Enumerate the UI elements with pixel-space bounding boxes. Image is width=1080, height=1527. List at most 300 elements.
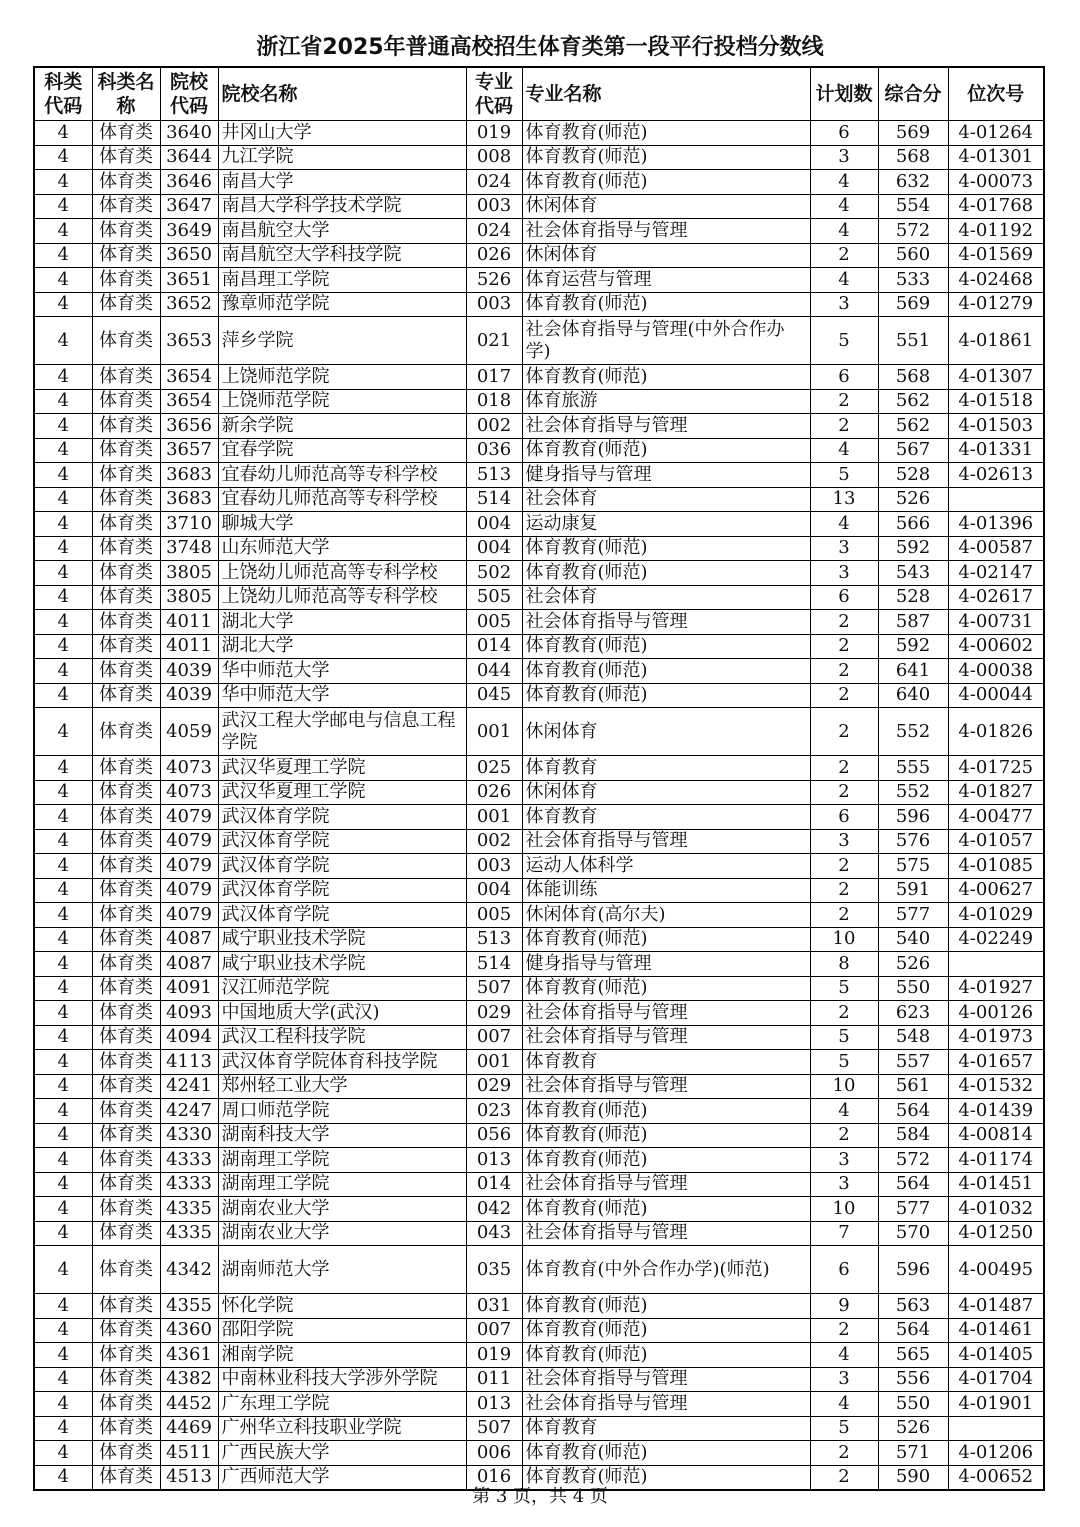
cell-major-code: 004 xyxy=(466,878,522,903)
cell-major-code: 001 xyxy=(466,708,522,756)
cell-rank: 4-01532 xyxy=(948,1074,1044,1099)
cell-rank: 4-01307 xyxy=(948,365,1044,390)
cell-school-name: 新余学院 xyxy=(218,414,466,439)
cell-school-name: 广西师范大学 xyxy=(218,1465,466,1490)
cell-category-name: 体育类 xyxy=(92,585,160,610)
cell-plan-count: 4 xyxy=(810,170,878,195)
cell-major-name: 体育教育(中外合作办学)(师范) xyxy=(522,1246,810,1294)
table-row xyxy=(34,219,1044,244)
cell-category-name: 体育类 xyxy=(92,829,160,854)
cell-plan-count: 5 xyxy=(810,1050,878,1075)
cell-major-code: 011 xyxy=(466,1367,522,1392)
cell-plan-count: 4 xyxy=(810,194,878,219)
cell-score: 572 xyxy=(878,1148,948,1173)
header-school-name: 院校名称 xyxy=(218,67,466,121)
cell-major-name: 休闲体育 xyxy=(522,708,810,756)
cell-plan-count: 2 xyxy=(810,1318,878,1343)
cell-school-name: 湖北大学 xyxy=(218,634,466,659)
table-row xyxy=(34,1148,1044,1173)
cell-category-code: 4 xyxy=(34,1001,92,1026)
cell-major-code: 003 xyxy=(466,194,522,219)
cell-major-name: 体育教育(师范) xyxy=(522,145,810,170)
table-row xyxy=(34,610,1044,635)
cell-category-code: 4 xyxy=(34,365,92,390)
cell-major-code: 002 xyxy=(466,414,522,439)
cell-school-code: 4079 xyxy=(160,829,218,854)
cell-major-code: 526 xyxy=(466,268,522,293)
cell-category-name: 体育类 xyxy=(92,903,160,928)
cell-category-name: 体育类 xyxy=(92,1318,160,1343)
cell-school-name: 武汉体育学院 xyxy=(218,854,466,879)
cell-category-code: 4 xyxy=(34,659,92,684)
cell-rank: 4-00044 xyxy=(948,683,1044,708)
cell-plan-count: 5 xyxy=(810,976,878,1001)
cell-category-code: 4 xyxy=(34,438,92,463)
cell-school-name: 广西民族大学 xyxy=(218,1441,466,1466)
cell-category-code: 4 xyxy=(34,243,92,268)
table-row xyxy=(34,1025,1044,1050)
cell-school-code: 4091 xyxy=(160,976,218,1001)
cell-school-name: 宜春幼儿师范高等专科学校 xyxy=(218,487,466,512)
cell-major-code: 513 xyxy=(466,927,522,952)
cell-major-name: 体育教育(师范) xyxy=(522,1318,810,1343)
table-row xyxy=(34,317,1044,365)
cell-category-name: 体育类 xyxy=(92,414,160,439)
cell-category-code: 4 xyxy=(34,317,92,365)
header-category-name: 科类名称 xyxy=(92,67,160,121)
cell-category-code: 4 xyxy=(34,1050,92,1075)
cell-score: 550 xyxy=(878,976,948,1001)
table-row xyxy=(34,170,1044,195)
cell-school-name: 湖北大学 xyxy=(218,610,466,635)
cell-school-code: 4452 xyxy=(160,1392,218,1417)
cell-major-name: 休闲体育 xyxy=(522,780,810,805)
cell-rank: 4-01032 xyxy=(948,1197,1044,1222)
cell-school-code: 4079 xyxy=(160,903,218,928)
cell-category-code: 4 xyxy=(34,1367,92,1392)
cell-school-code: 3656 xyxy=(160,414,218,439)
cell-score: 528 xyxy=(878,463,948,488)
cell-category-code: 4 xyxy=(34,903,92,928)
cell-rank: 4-01439 xyxy=(948,1099,1044,1124)
cell-school-name: 广东理工学院 xyxy=(218,1392,466,1417)
cell-major-code: 019 xyxy=(466,1343,522,1368)
cell-category-code: 4 xyxy=(34,487,92,512)
cell-category-code: 4 xyxy=(34,952,92,977)
cell-school-name: 聊城大学 xyxy=(218,512,466,537)
cell-score: 584 xyxy=(878,1123,948,1148)
cell-major-code: 514 xyxy=(466,487,522,512)
cell-category-name: 体育类 xyxy=(92,1392,160,1417)
cell-school-code: 4241 xyxy=(160,1074,218,1099)
cell-score: 565 xyxy=(878,1343,948,1368)
cell-major-code: 502 xyxy=(466,561,522,586)
cell-score: 577 xyxy=(878,903,948,928)
cell-school-code: 3653 xyxy=(160,317,218,365)
cell-school-code: 3657 xyxy=(160,438,218,463)
cell-major-code: 003 xyxy=(466,854,522,879)
cell-score: 526 xyxy=(878,487,948,512)
cell-category-name: 体育类 xyxy=(92,1074,160,1099)
cell-score: 576 xyxy=(878,829,948,854)
table-row xyxy=(34,878,1044,903)
table-row xyxy=(34,927,1044,952)
cell-school-name: 湖南师范大学 xyxy=(218,1246,466,1294)
cell-plan-count: 6 xyxy=(810,121,878,146)
cell-major-name: 体育教育(师范) xyxy=(522,1148,810,1173)
cell-category-code: 4 xyxy=(34,1025,92,1050)
cell-category-code: 4 xyxy=(34,389,92,414)
cell-plan-count: 7 xyxy=(810,1221,878,1246)
cell-category-code: 4 xyxy=(34,1197,92,1222)
cell-category-name: 体育类 xyxy=(92,634,160,659)
cell-school-code: 4342 xyxy=(160,1246,218,1294)
cell-category-code: 4 xyxy=(34,512,92,537)
table-row xyxy=(34,561,1044,586)
cell-school-code: 4093 xyxy=(160,1001,218,1026)
table-row xyxy=(34,1367,1044,1392)
cell-major-code: 018 xyxy=(466,389,522,414)
table-row xyxy=(34,1050,1044,1075)
cell-major-code: 514 xyxy=(466,952,522,977)
cell-category-name: 体育类 xyxy=(92,317,160,365)
cell-plan-count: 2 xyxy=(810,903,878,928)
cell-score: 632 xyxy=(878,170,948,195)
cell-rank: 4-01826 xyxy=(948,708,1044,756)
cell-school-code: 4469 xyxy=(160,1416,218,1441)
cell-rank xyxy=(948,1416,1044,1441)
cell-school-name: 邵阳学院 xyxy=(218,1318,466,1343)
table-row xyxy=(34,683,1044,708)
cell-plan-count: 2 xyxy=(810,1441,878,1466)
cell-category-code: 4 xyxy=(34,1392,92,1417)
cell-score: 552 xyxy=(878,708,948,756)
cell-score: 623 xyxy=(878,1001,948,1026)
cell-plan-count: 3 xyxy=(810,145,878,170)
cell-school-name: 武汉体育学院体育科技学院 xyxy=(218,1050,466,1075)
cell-plan-count: 4 xyxy=(810,1343,878,1368)
table-row xyxy=(34,365,1044,390)
cell-school-code: 4073 xyxy=(160,756,218,781)
cell-score: 526 xyxy=(878,952,948,977)
table-row xyxy=(34,1074,1044,1099)
cell-plan-count: 2 xyxy=(810,756,878,781)
cell-school-code: 4087 xyxy=(160,927,218,952)
cell-major-code: 008 xyxy=(466,145,522,170)
cell-category-code: 4 xyxy=(34,1172,92,1197)
cell-category-code: 4 xyxy=(34,585,92,610)
cell-school-code: 4333 xyxy=(160,1172,218,1197)
cell-category-name: 体育类 xyxy=(92,561,160,586)
cell-school-name: 武汉体育学院 xyxy=(218,805,466,830)
cell-school-code: 3683 xyxy=(160,487,218,512)
cell-major-code: 056 xyxy=(466,1123,522,1148)
cell-category-code: 4 xyxy=(34,756,92,781)
cell-category-name: 体育类 xyxy=(92,1123,160,1148)
cell-category-name: 体育类 xyxy=(92,1099,160,1124)
cell-category-code: 4 xyxy=(34,219,92,244)
table-row xyxy=(34,463,1044,488)
table-row xyxy=(34,1318,1044,1343)
table-row xyxy=(34,780,1044,805)
cell-plan-count: 9 xyxy=(810,1294,878,1319)
cell-category-name: 体育类 xyxy=(92,1172,160,1197)
cell-major-name: 体育教育(师范) xyxy=(522,634,810,659)
cell-plan-count: 4 xyxy=(810,1392,878,1417)
cell-category-name: 体育类 xyxy=(92,683,160,708)
cell-category-code: 4 xyxy=(34,1465,92,1490)
cell-category-code: 4 xyxy=(34,1246,92,1294)
cell-category-name: 体育类 xyxy=(92,659,160,684)
cell-category-name: 体育类 xyxy=(92,389,160,414)
cell-category-name: 体育类 xyxy=(92,1343,160,1368)
cell-major-code: 001 xyxy=(466,805,522,830)
cell-major-name: 体育教育(师范) xyxy=(522,1465,810,1490)
cell-major-code: 505 xyxy=(466,585,522,610)
cell-score: 552 xyxy=(878,780,948,805)
cell-school-code: 3710 xyxy=(160,512,218,537)
cell-school-name: 华中师范大学 xyxy=(218,683,466,708)
cell-major-name: 体育运营与管理 xyxy=(522,268,810,293)
cell-category-code: 4 xyxy=(34,1318,92,1343)
cell-category-code: 4 xyxy=(34,536,92,561)
cell-major-name: 社会体育指导与管理 xyxy=(522,414,810,439)
table-row xyxy=(34,585,1044,610)
cell-rank: 4-01657 xyxy=(948,1050,1044,1075)
cell-category-name: 体育类 xyxy=(92,708,160,756)
cell-plan-count: 2 xyxy=(810,243,878,268)
cell-score: 548 xyxy=(878,1025,948,1050)
cell-rank: 4-01206 xyxy=(948,1441,1044,1466)
table-row xyxy=(34,1123,1044,1148)
cell-score: 533 xyxy=(878,268,948,293)
cell-category-name: 体育类 xyxy=(92,487,160,512)
cell-category-name: 体育类 xyxy=(92,243,160,268)
cell-school-name: 上饶幼儿师范高等专科学校 xyxy=(218,561,466,586)
cell-major-name: 社会体育指导与管理 xyxy=(522,1074,810,1099)
cell-score: 577 xyxy=(878,1197,948,1222)
table-header-row xyxy=(34,67,1044,121)
cell-major-name: 体育教育(师范) xyxy=(522,1294,810,1319)
cell-plan-count: 3 xyxy=(810,829,878,854)
cell-rank: 4-01396 xyxy=(948,512,1044,537)
cell-school-code: 4247 xyxy=(160,1099,218,1124)
cell-major-name: 休闲体育 xyxy=(522,243,810,268)
cell-major-code: 035 xyxy=(466,1246,522,1294)
cell-major-code: 019 xyxy=(466,121,522,146)
cell-plan-count: 3 xyxy=(810,1172,878,1197)
cell-rank: 4-02249 xyxy=(948,927,1044,952)
table-row xyxy=(34,1343,1044,1368)
cell-category-code: 4 xyxy=(34,268,92,293)
cell-major-name: 运动人体科学 xyxy=(522,854,810,879)
cell-category-code: 4 xyxy=(34,170,92,195)
cell-rank: 4-01487 xyxy=(948,1294,1044,1319)
cell-school-code: 3805 xyxy=(160,561,218,586)
cell-school-code: 3652 xyxy=(160,292,218,317)
cell-category-code: 4 xyxy=(34,878,92,903)
cell-plan-count: 2 xyxy=(810,659,878,684)
cell-major-name: 社会体育指导与管理 xyxy=(522,1367,810,1392)
cell-major-name: 社会体育指导与管理(中外合作办学) xyxy=(522,317,810,365)
table-row xyxy=(34,414,1044,439)
cell-rank: 4-00477 xyxy=(948,805,1044,830)
cell-plan-count: 4 xyxy=(810,512,878,537)
cell-major-code: 001 xyxy=(466,1050,522,1075)
cell-major-name: 社会体育指导与管理 xyxy=(522,1392,810,1417)
cell-rank: 4-01192 xyxy=(948,219,1044,244)
cell-category-code: 4 xyxy=(34,854,92,879)
table-row xyxy=(34,634,1044,659)
cell-school-code: 4360 xyxy=(160,1318,218,1343)
cell-major-code: 021 xyxy=(466,317,522,365)
cell-major-name: 体育教育(师范) xyxy=(522,1197,810,1222)
cell-school-code: 4333 xyxy=(160,1148,218,1173)
table-row xyxy=(34,268,1044,293)
table-row xyxy=(34,903,1044,928)
cell-major-name: 体育教育(师范) xyxy=(522,536,810,561)
cell-score: 562 xyxy=(878,389,948,414)
table-row xyxy=(34,1001,1044,1026)
cell-plan-count: 5 xyxy=(810,1416,878,1441)
cell-score: 526 xyxy=(878,1416,948,1441)
cell-major-code: 013 xyxy=(466,1148,522,1173)
cell-rank: 4-02617 xyxy=(948,585,1044,610)
table-row xyxy=(34,1294,1044,1319)
cell-category-code: 4 xyxy=(34,829,92,854)
cell-major-name: 体育教育(师范) xyxy=(522,121,810,146)
cell-rank xyxy=(948,487,1044,512)
cell-rank: 4-01503 xyxy=(948,414,1044,439)
cell-school-code: 4094 xyxy=(160,1025,218,1050)
cell-rank: 4-00126 xyxy=(948,1001,1044,1026)
header-plan-count: 计划数 xyxy=(810,67,878,121)
cell-category-name: 体育类 xyxy=(92,756,160,781)
cell-school-code: 3640 xyxy=(160,121,218,146)
cell-school-name: 怀化学院 xyxy=(218,1294,466,1319)
cell-score: 528 xyxy=(878,585,948,610)
cell-plan-count: 2 xyxy=(810,610,878,635)
cell-school-name: 中南林业科技大学涉外学院 xyxy=(218,1367,466,1392)
cell-category-code: 4 xyxy=(34,780,92,805)
cell-major-code: 042 xyxy=(466,1197,522,1222)
cell-rank: 4-01250 xyxy=(948,1221,1044,1246)
cell-plan-count: 4 xyxy=(810,219,878,244)
cell-school-name: 南昌理工学院 xyxy=(218,268,466,293)
cell-score: 592 xyxy=(878,536,948,561)
cell-score: 569 xyxy=(878,292,948,317)
cell-category-name: 体育类 xyxy=(92,1221,160,1246)
cell-major-name: 社会体育指导与管理 xyxy=(522,610,810,635)
cell-school-name: 武汉体育学院 xyxy=(218,878,466,903)
cell-school-name: 湘南学院 xyxy=(218,1343,466,1368)
cell-school-name: 汉江师范学院 xyxy=(218,976,466,1001)
cell-rank: 4-01174 xyxy=(948,1148,1044,1173)
cell-plan-count: 2 xyxy=(810,414,878,439)
cell-category-code: 4 xyxy=(34,1074,92,1099)
cell-major-code: 026 xyxy=(466,780,522,805)
cell-school-name: 中国地质大学(武汉) xyxy=(218,1001,466,1026)
cell-major-code: 006 xyxy=(466,1441,522,1466)
cell-major-name: 体能训练 xyxy=(522,878,810,903)
cell-school-name: 南昌航空大学科技学院 xyxy=(218,243,466,268)
cell-major-name: 社会体育指导与管理 xyxy=(522,1025,810,1050)
cell-category-name: 体育类 xyxy=(92,952,160,977)
header-category-code: 科类代码 xyxy=(34,67,92,121)
cell-school-code: 4330 xyxy=(160,1123,218,1148)
cell-plan-count: 2 xyxy=(810,683,878,708)
header-rank: 位次号 xyxy=(948,67,1044,121)
cell-plan-count: 6 xyxy=(810,365,878,390)
cell-major-code: 017 xyxy=(466,365,522,390)
cell-category-code: 4 xyxy=(34,194,92,219)
cell-plan-count: 6 xyxy=(810,1246,878,1294)
cell-rank: 4-01264 xyxy=(948,121,1044,146)
cell-plan-count: 3 xyxy=(810,1367,878,1392)
cell-major-name: 体育教育(师范) xyxy=(522,170,810,195)
table-row xyxy=(34,512,1044,537)
cell-major-code: 004 xyxy=(466,536,522,561)
cell-rank: 4-01451 xyxy=(948,1172,1044,1197)
cell-school-name: 湖南理工学院 xyxy=(218,1172,466,1197)
cell-score: 640 xyxy=(878,683,948,708)
table-row xyxy=(34,389,1044,414)
cell-school-name: 武汉工程大学邮电与信息工程学院 xyxy=(218,708,466,756)
cell-plan-count: 6 xyxy=(810,585,878,610)
cell-plan-count: 5 xyxy=(810,317,878,365)
cell-category-code: 4 xyxy=(34,610,92,635)
cell-major-name: 体育教育(师范) xyxy=(522,1099,810,1124)
cell-major-name: 健身指导与管理 xyxy=(522,463,810,488)
cell-major-code: 025 xyxy=(466,756,522,781)
cell-category-name: 体育类 xyxy=(92,1465,160,1490)
cell-score: 596 xyxy=(878,1246,948,1294)
cell-major-name: 体育教育(师范) xyxy=(522,976,810,1001)
cell-category-name: 体育类 xyxy=(92,438,160,463)
cell-category-code: 4 xyxy=(34,463,92,488)
cell-plan-count: 5 xyxy=(810,463,878,488)
cell-category-name: 体育类 xyxy=(92,1025,160,1050)
cell-school-name: 咸宁职业技术学院 xyxy=(218,952,466,977)
cell-plan-count: 2 xyxy=(810,389,878,414)
cell-rank: 4-01901 xyxy=(948,1392,1044,1417)
cell-school-name: 武汉华夏理工学院 xyxy=(218,756,466,781)
cell-category-name: 体育类 xyxy=(92,145,160,170)
cell-plan-count: 4 xyxy=(810,268,878,293)
cell-rank: 4-01827 xyxy=(948,780,1044,805)
cell-school-name: 九江学院 xyxy=(218,145,466,170)
cell-score: 641 xyxy=(878,659,948,684)
table-row xyxy=(34,1392,1044,1417)
cell-category-code: 4 xyxy=(34,1123,92,1148)
cell-school-name: 南昌大学 xyxy=(218,170,466,195)
cell-score: 564 xyxy=(878,1099,948,1124)
table-row xyxy=(34,243,1044,268)
cell-major-code: 002 xyxy=(466,829,522,854)
table-row xyxy=(34,805,1044,830)
cell-category-code: 4 xyxy=(34,414,92,439)
cell-plan-count: 13 xyxy=(810,487,878,512)
table-row xyxy=(34,121,1044,146)
cell-school-code: 4079 xyxy=(160,878,218,903)
cell-category-name: 体育类 xyxy=(92,854,160,879)
cell-school-name: 湖南理工学院 xyxy=(218,1148,466,1173)
table-row xyxy=(34,145,1044,170)
cell-category-name: 体育类 xyxy=(92,1416,160,1441)
cell-rank: 4-01029 xyxy=(948,903,1044,928)
cell-major-name: 体育教育(师范) xyxy=(522,659,810,684)
cell-score: 564 xyxy=(878,1318,948,1343)
